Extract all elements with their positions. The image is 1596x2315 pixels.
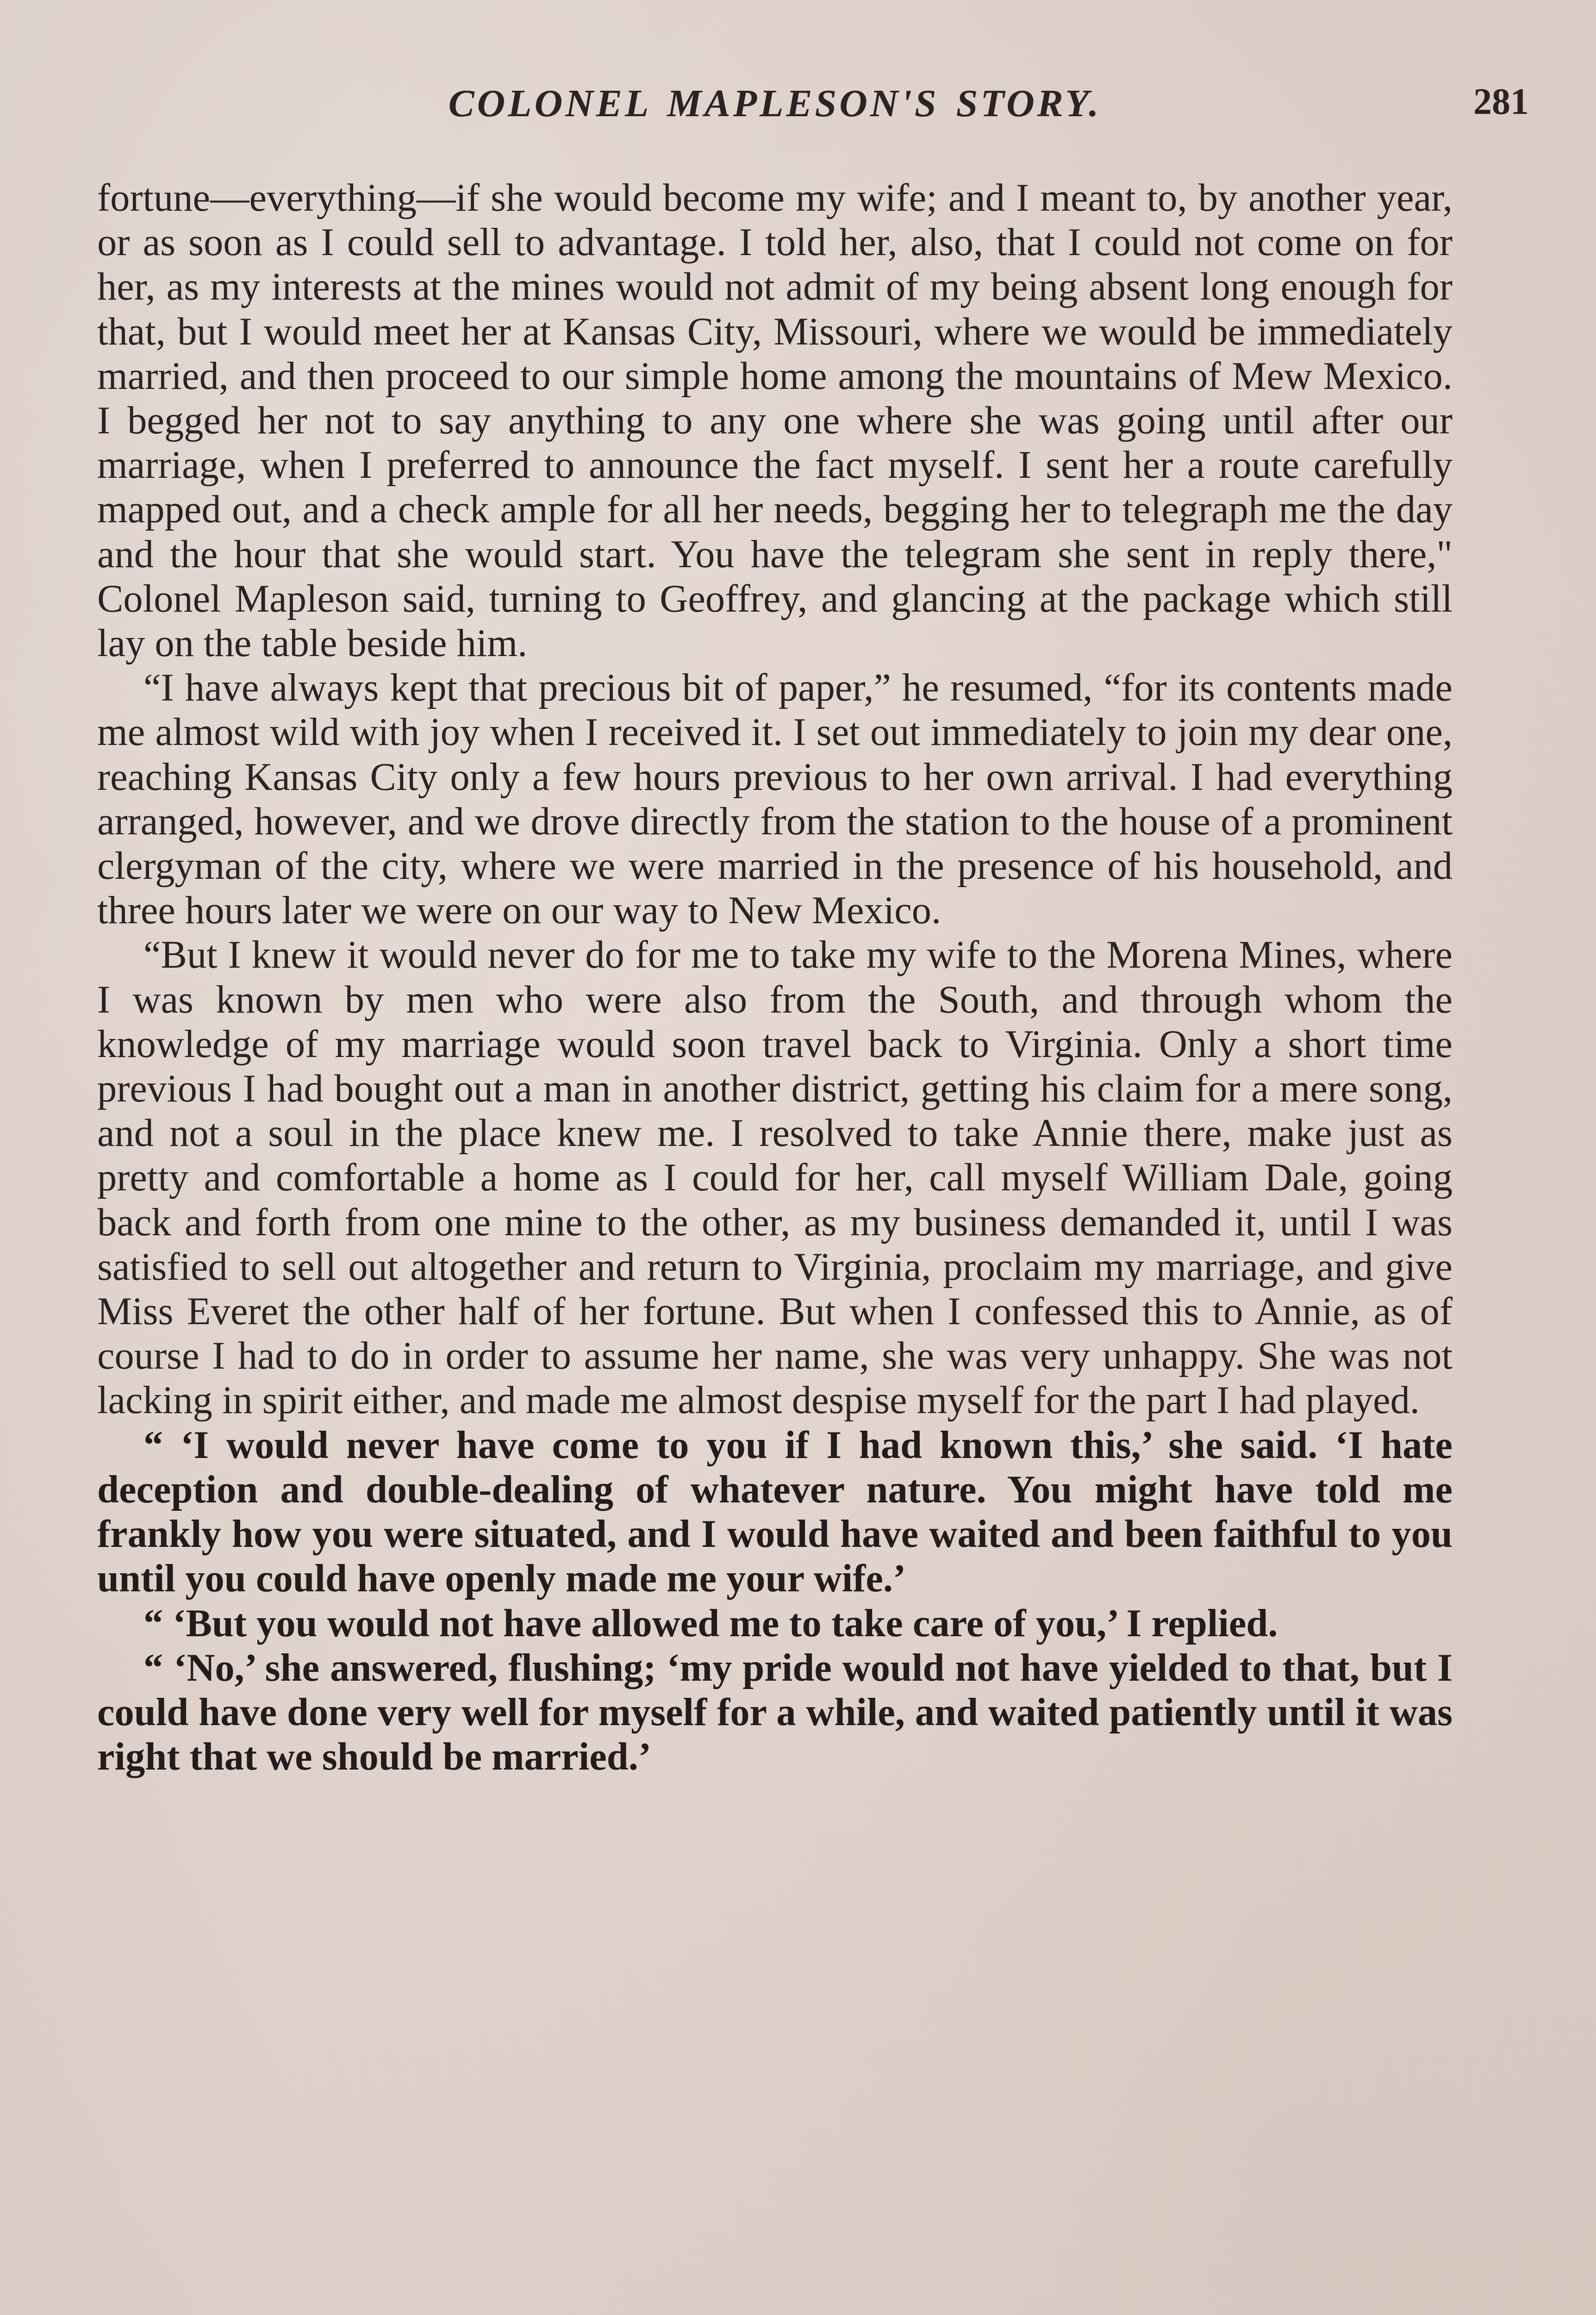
- paragraph-6: “ ‘No,’ she answered, flushing; ‘my pride would not have yielded to that, but I could have done very well for myself for a while, and waited patiently until it was right that we should be married.’: [97, 1646, 1453, 1779]
- paragraph-3: “But I knew it would never do for me to take my wife to the Morena Mines, where I was known by men who were also from the South, and through whom the knowledge of my marriage would soon travel back to Virginia. Only a short time previous I had bought out a man in another district, getting his claim for a mere song, and not a soul in the place knew me. I resolved to take Annie there, make just as pretty and comfortable a home as I could for her, call myself William Dale, going back and forth from one mine to the other, as my business demanded it, until I was satisfied to sell out altogether and return to Virginia, proclaim my marriage, and give Miss Everet the other half of her fortune. But when I confessed this to Annie, as of course I had to do in order to assume her name, she was very unhappy. She was not lacking in spirit either, and made me almost despise myself for the part I had played.: [97, 933, 1453, 1422]
- running-title: COLONEL MAPLESON'S STORY.: [448, 82, 1102, 125]
- page-header: [97, 81, 1529, 146]
- page-number: 281: [1473, 81, 1529, 122]
- paragraph-5: “ ‘But you would not have allowed me to take care of you,’ I replied.: [143, 1602, 1278, 1645]
- paragraph-1: fortune—everything—if she would become my wife; and I meant to, by another year, or as soon as I could sell to advantage. I told her, also, that I could not come on for her, as my interests at the mines would not admit of my being absent long enough for that, but I would meet her at Kansas City, Missouri, where we would be immediately married, and then proceed to our simple home among the mountains of Mew Mexico. I begged her not to say anything to any one where she was going until after our marriage, when I preferred to announce the fact myself. I sent her a route carefully mapped out, and a check ample for all her needs, begging her to telegraph me the day and the hour that she would start. You have the telegram she sent in reply there," Colonel Mapleson said, turning to Geoffrey, and glancing at the package which still lay on the table beside him.: [97, 176, 1453, 665]
- paragraph-2: “I have always kept that precious bit of paper,” he resumed, “for its contents made me almost wild with joy when I received it. I set out immediately to join my dear one, reaching Kansas City only a few hours previous to her own arrival. I had everything arranged, however, and we drove directly from the station to the house of a prominent clergyman of the city, where we were married in the presence of his household, and three hours later we were on our way to New Mexico.: [97, 666, 1453, 932]
- body-text: [97, 176, 1453, 1779]
- paragraph-4: “ ‘I would never have come to you if I had known this,’ she said. ‘I hate deception and double-dealing of whatever nature. You might have told me frankly how you were situated, and I would have waited and been faithful to you until you could have openly made me your wife.’: [97, 1423, 1453, 1601]
